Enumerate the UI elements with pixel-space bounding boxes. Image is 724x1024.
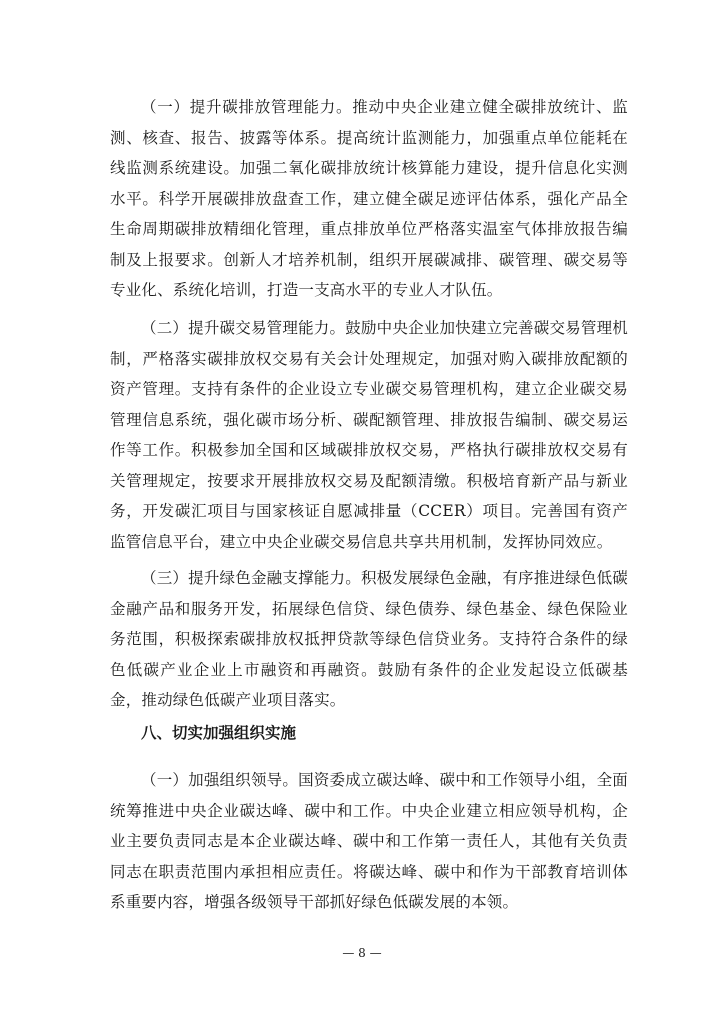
- paragraph-carbon-trading-management: （二）提升碳交易管理能力。鼓励中央企业加快建立完善碳交易管理机制，严格落实碳排放权交易有关会计处理规定，加强对购入碳排放配额的资产管理。支持有条件的企业设立专业碳交易管理机构，建立企业碳交易管理信息系统，强化碳市场分析、碳配额管理、排放报告编制、碳交易运作等工作。积极参加全国和区域碳排放权交易，严格执行碳排放权交易有关管理规定，按要求开展排放权交易及配额清缴。积极培育新产品与新业务，开发碳汇项目与国家核证自愿减排量（CCER）项目。完善国有资产监管信息平台，建立中央企业碳交易信息共享共用机制，发挥协同效应。: [110, 319, 628, 551]
- paragraph-green-finance: （三）提升绿色金融支撑能力。积极发展绿色金融，有序推进绿色低碳金融产品和服务开发，拓展绿色信贷、绿色债券、绿色基金、绿色保险业务范围，积极探索碳排放权抵押贷款等绿色信贷业务。支持符合条件的绿色低碳产业企业上市融资和再融资。鼓励有条件的企业发起设立低碳基金，推动绿色低碳产业项目落实。: [110, 569, 628, 709]
- paragraph-organizational-leadership: （一）加强组织领导。国资委成立碳达峰、碳中和工作领导小组，全面统筹推进中央企业碳达峰、碳中和工作。中央企业建立相应领导机构，企业主要负责同志是本企业碳达峰、碳中和工作第一责任人，其他有关负责同志在职责范围内承担相应责任。将碳达峰、碳中和作为干部教育培训体系重要内容，增强各级领导干部抓好绿色低碳发展的本领。: [110, 771, 628, 911]
- section-heading: 八、切实加强组织实施: [141, 724, 297, 742]
- page-number: — 8 —: [342, 946, 382, 960]
- paragraph-carbon-emission-management: （一）提升碳排放管理能力。推动中央企业建立健全碳排放统计、监测、核查、报告、披露等体系。提高统计监测能力，加强重点单位能耗在线监测系统建设。加强二氧化碳排放统计核算能力建设，提升信息化实测水平。科学开展碳排放盘查工作，建立健全碳足迹评估体系，强化产品全生命周期碳排放精细化管理，重点排放单位严格落实温室气体排放报告编制及上报要求。创新人才培养机制，组织开展碳减排、碳管理、碳交易等专业化、系统化培训，打造一支高水平的专业人才队伍。: [110, 98, 628, 299]
